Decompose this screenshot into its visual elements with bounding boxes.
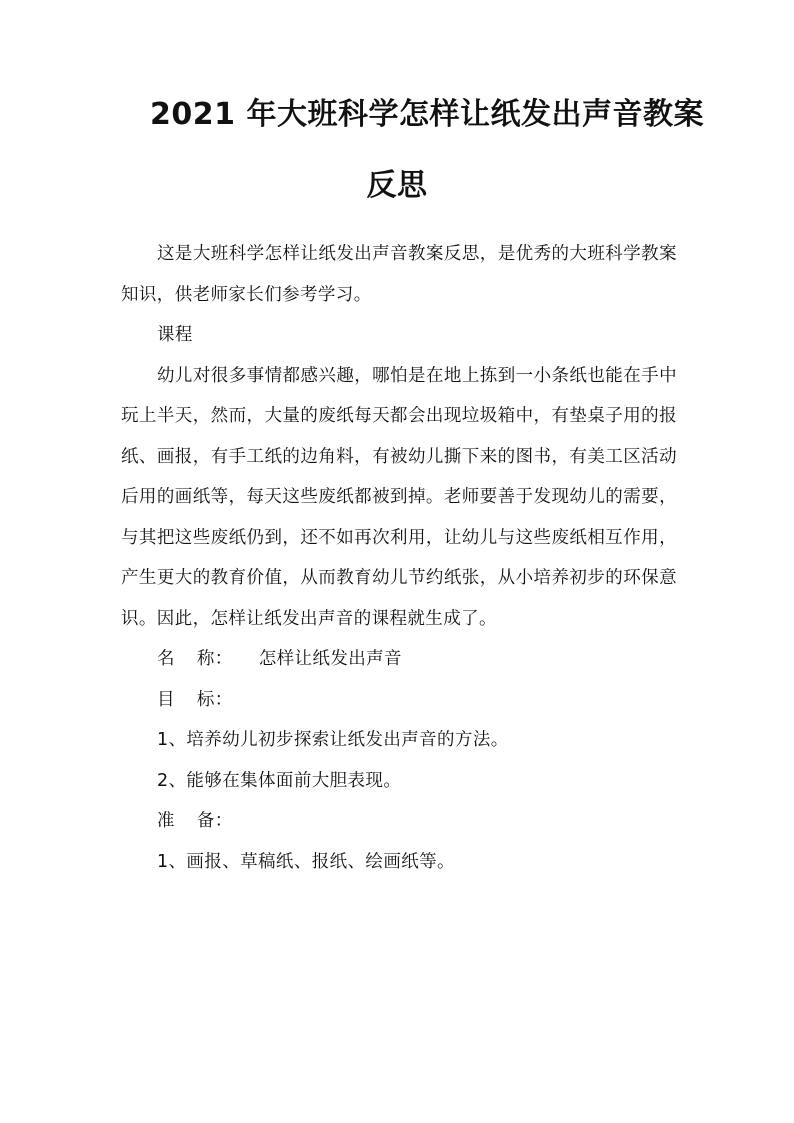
prep-label-a: 准: [157, 811, 175, 831]
goal-item-2: 2、能够在集体面前大胆表现。: [157, 770, 402, 791]
name-value: 怎样让纸发出声音: [258, 649, 402, 669]
goal-item-1: 1、培养幼儿初步探索让纸发出声音的方法。: [157, 730, 509, 750]
document-body: [121, 234, 677, 882]
intro-paragraph: 这是大班科学怎样让纸发出声音教案反思，是优秀的大班科学教案知识，供老师家长们参考学习。: [121, 244, 677, 305]
section-heading-course: 课程: [157, 325, 193, 345]
name-line: [121, 639, 677, 680]
course-paragraph: 幼儿对很多事情都感兴趣，哪怕是在地上拣到一小条纸也能在手中玩上半天，然而，大量的废纸每天都会出现垃圾箱中，有垫桌子用的报纸、画报，有手工纸的边角料，有被幼儿撕下来的图书，有美工区活动后用的画纸等，每天这些废纸都被到掉。老师要善于发现幼儿的需要，与其把这些废纸仍到，还不如再次利用，让幼儿与这些废纸相互作用，产生更大的教育价值，从而教育幼儿节约纸张，从小培养初步的环保意识。因此，怎样让纸发出声音的课程就生成了。: [121, 365, 677, 629]
prep-line: [121, 801, 677, 842]
goal-line: [121, 680, 677, 721]
document-title-line1: 2021 年大班科学怎样让纸发出声音教案: [150, 97, 704, 132]
name-label-b: 称：: [196, 649, 233, 669]
goal-label-a: 目: [157, 689, 175, 710]
name-label-a: 名: [157, 649, 175, 669]
goal-label-b: 标：: [196, 689, 233, 710]
prep-item-1: 1、画报、草稿纸、报纸、绘画纸等。: [157, 851, 455, 872]
prep-label-b: 备：: [196, 811, 233, 831]
document-title-line2: 反思: [366, 168, 428, 203]
